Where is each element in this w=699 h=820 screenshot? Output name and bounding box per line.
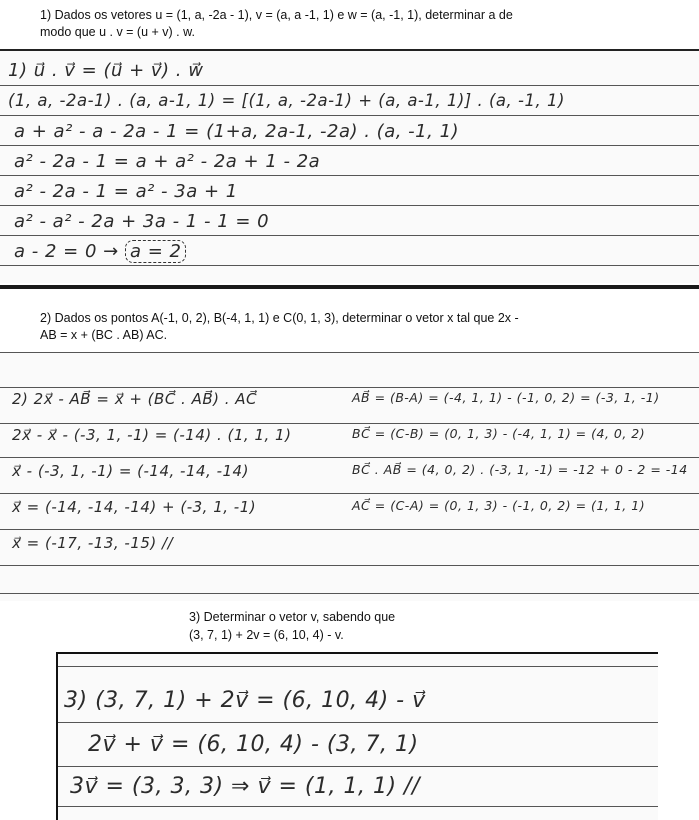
q2-prompt-line2: AB = x + (BC . AB) AC. <box>40 328 168 342</box>
q2-left-line-2: 2x⃗ - x⃗ - (-3, 1, -1) = (-14) . (1, 1, 1) <box>12 426 292 444</box>
q1-line-5: a² - 2a - 1 = a² - 3a + 1 <box>14 181 238 202</box>
q2-handwritten-sheet <box>0 352 699 601</box>
q3-line-1: 3) (3, 7, 1) + 2v⃗ = (6, 10, 4) - v⃗ <box>64 688 426 713</box>
q3-line-2: 2v⃗ + v⃗ = (6, 10, 4) - (3, 7, 1) <box>88 732 419 757</box>
q2-left-line-3: x⃗ - (-3, 1, -1) = (-14, -14, -14) <box>12 462 249 480</box>
q1-line-3: a + a² - a - 2a - 1 = (1+a, 2a-1, -2a) . (a, -1, 1) <box>14 121 460 142</box>
q1-line-6: a² - a² - 2a + 3a - 1 - 1 = 0 <box>14 211 270 232</box>
q2-right-line-4: AC⃗ = (C-A) = (0, 1, 3) - (-1, 0, 2) = (1, 1, 1) <box>352 498 646 513</box>
q2-right-line-3: BC⃗ . AB⃗ = (4, 0, 2) . (-3, 1, -1) = -12 + 0 - 2 = -14 <box>352 462 688 477</box>
q1-line-7 <box>14 241 186 262</box>
q1-line-2: (1, a, -2a-1) . (a, a-1, 1) = [(1, a, -2a-1) + (a, a-1, 1)] . (a, -1, 1) <box>8 91 565 110</box>
q3-line-3: 3v⃗ = (3, 3, 3) ⇒ v⃗ = (1, 1, 1) // <box>70 774 420 799</box>
section-divider-1 <box>0 285 699 289</box>
q2-left-line-1: 2) 2x⃗ - AB⃗ = x⃗ + (BC⃗ . AB⃗) . AC⃗ <box>12 390 258 408</box>
q3-handwritten-sheet <box>56 652 658 820</box>
q3-prompt-line1: 3) Determinar o vetor v, sabendo que <box>189 610 396 624</box>
q1-handwritten-sheet <box>0 49 699 283</box>
q2-left-line-5: x⃗ = (-17, -13, -15) // <box>12 534 174 552</box>
q1-line-4: a² - 2a - 1 = a + a² - 2a + 1 - 2a <box>14 151 321 172</box>
q2-left-line-4: x⃗ = (-14, -14, -14) + (-3, 1, -1) <box>12 498 257 516</box>
q1-answer-box: a = 2 <box>125 240 187 263</box>
q2-right-line-1: AB⃗ = (B-A) = (-4, 1, 1) - (-1, 0, 2) = (-3, 1, -1) <box>352 390 660 405</box>
q2-right-line-2: BC⃗ = (C-B) = (0, 1, 3) - (-4, 1, 1) = (4, 0, 2) <box>352 426 646 441</box>
q1-prompt-line2: modo que u . v = (u + v) . w. <box>40 25 195 39</box>
q1-prompt-line1: 1) Dados os vetores u = (1, a, -2a - 1), v = (a, a -1, 1) e w = (a, -1, 1), determinar a de <box>40 8 513 22</box>
q3-prompt-line2: (3, 7, 1) + 2v = (6, 10, 4) - v. <box>189 628 344 642</box>
q1-line-1: 1) u⃗ . v⃗ = (u⃗ + v⃗) . w⃗ <box>8 60 204 81</box>
q1-final-step: a - 2 = 0 → <box>14 241 119 262</box>
q2-prompt-line1: 2) Dados os pontos A(-1, 0, 2), B(-4, 1, 1) e C(0, 1, 3), determinar o vetor x tal que 2x - <box>40 311 519 325</box>
